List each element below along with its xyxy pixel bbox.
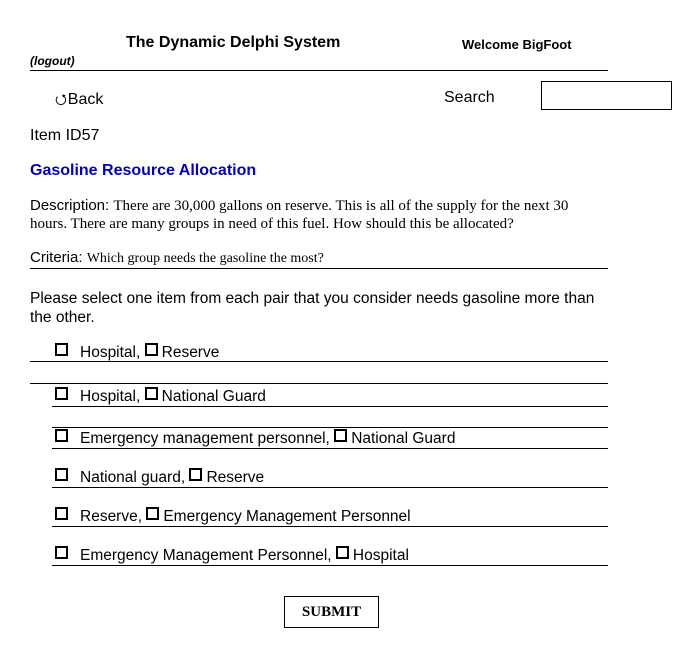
checkbox-icon[interactable] xyxy=(145,387,158,400)
search-label: Search xyxy=(444,89,495,106)
row-divider xyxy=(52,565,608,566)
system-title: The Dynamic Delphi System xyxy=(126,34,341,51)
criteria-label: Criteria: xyxy=(30,249,83,266)
header-divider xyxy=(30,70,608,71)
logout-link[interactable]: (logout) xyxy=(30,54,75,68)
criteria-text: Which group needs the gasoline the most? xyxy=(86,251,324,266)
checkbox-icon[interactable] xyxy=(145,343,158,356)
checkbox-icon[interactable] xyxy=(55,387,68,400)
back-button[interactable] xyxy=(55,89,103,113)
checkbox-icon[interactable] xyxy=(55,468,68,481)
row-divider xyxy=(52,448,608,449)
checkbox-icon[interactable] xyxy=(146,507,159,520)
row-divider xyxy=(52,526,608,527)
row-divider xyxy=(52,487,608,488)
row-divider xyxy=(30,383,608,384)
pair-option-b: Reserve xyxy=(206,469,265,486)
instructions: Please select one item from each pair that you consider needs gasoline more than the other. xyxy=(30,290,595,326)
pair-option-b: National Guard xyxy=(351,430,456,447)
pair-option-a: Reserve, xyxy=(80,508,143,525)
item-title: Gasoline Resource Allocation xyxy=(30,162,257,179)
back-arrow-icon: ⭯ xyxy=(55,91,67,107)
back-label: Back xyxy=(67,91,104,108)
pair-option-b: Hospital xyxy=(352,547,409,564)
row-divider xyxy=(52,427,608,428)
pair-row xyxy=(55,546,409,565)
checkbox-icon[interactable] xyxy=(55,343,68,356)
pair-row xyxy=(55,343,219,362)
pair-row xyxy=(55,429,455,448)
item-criteria xyxy=(30,249,324,267)
pair-option-a: Emergency management personnel, xyxy=(80,430,330,447)
checkbox-icon[interactable] xyxy=(189,468,202,481)
row-divider xyxy=(52,406,608,407)
welcome-text: Welcome BigFoot xyxy=(462,37,572,52)
description-text: There are 30,000 gallons on reserve. This is all of the supply for the next 30 hours. There are many groups in need of this fuel. How should this be allocated? xyxy=(30,198,569,232)
checkbox-icon[interactable] xyxy=(55,507,68,520)
pair-option-b: Emergency Management Personnel xyxy=(163,508,411,525)
submit-button[interactable]: SUBMIT xyxy=(284,596,379,628)
pair-option-a: Hospital, xyxy=(80,344,141,361)
search-input[interactable] xyxy=(541,81,672,110)
item-id: Item ID57 xyxy=(30,127,100,144)
checkbox-icon[interactable] xyxy=(55,546,68,559)
pair-row xyxy=(55,507,411,526)
checkbox-icon[interactable] xyxy=(336,546,349,559)
checkbox-icon[interactable] xyxy=(334,429,347,442)
pair-option-a: Hospital, xyxy=(80,388,141,405)
criteria-divider xyxy=(30,268,608,269)
item-description xyxy=(30,197,598,233)
pair-row xyxy=(55,387,266,406)
checkbox-icon[interactable] xyxy=(55,429,68,442)
pair-option-b: Reserve xyxy=(161,344,220,361)
pair-option-a: Emergency Management Personnel, xyxy=(80,547,332,564)
pair-option-b: National Guard xyxy=(161,388,266,405)
description-label: Description: xyxy=(30,197,110,214)
pair-option-a: National guard, xyxy=(80,469,186,486)
pair-row xyxy=(55,468,264,487)
row-divider xyxy=(30,361,608,362)
